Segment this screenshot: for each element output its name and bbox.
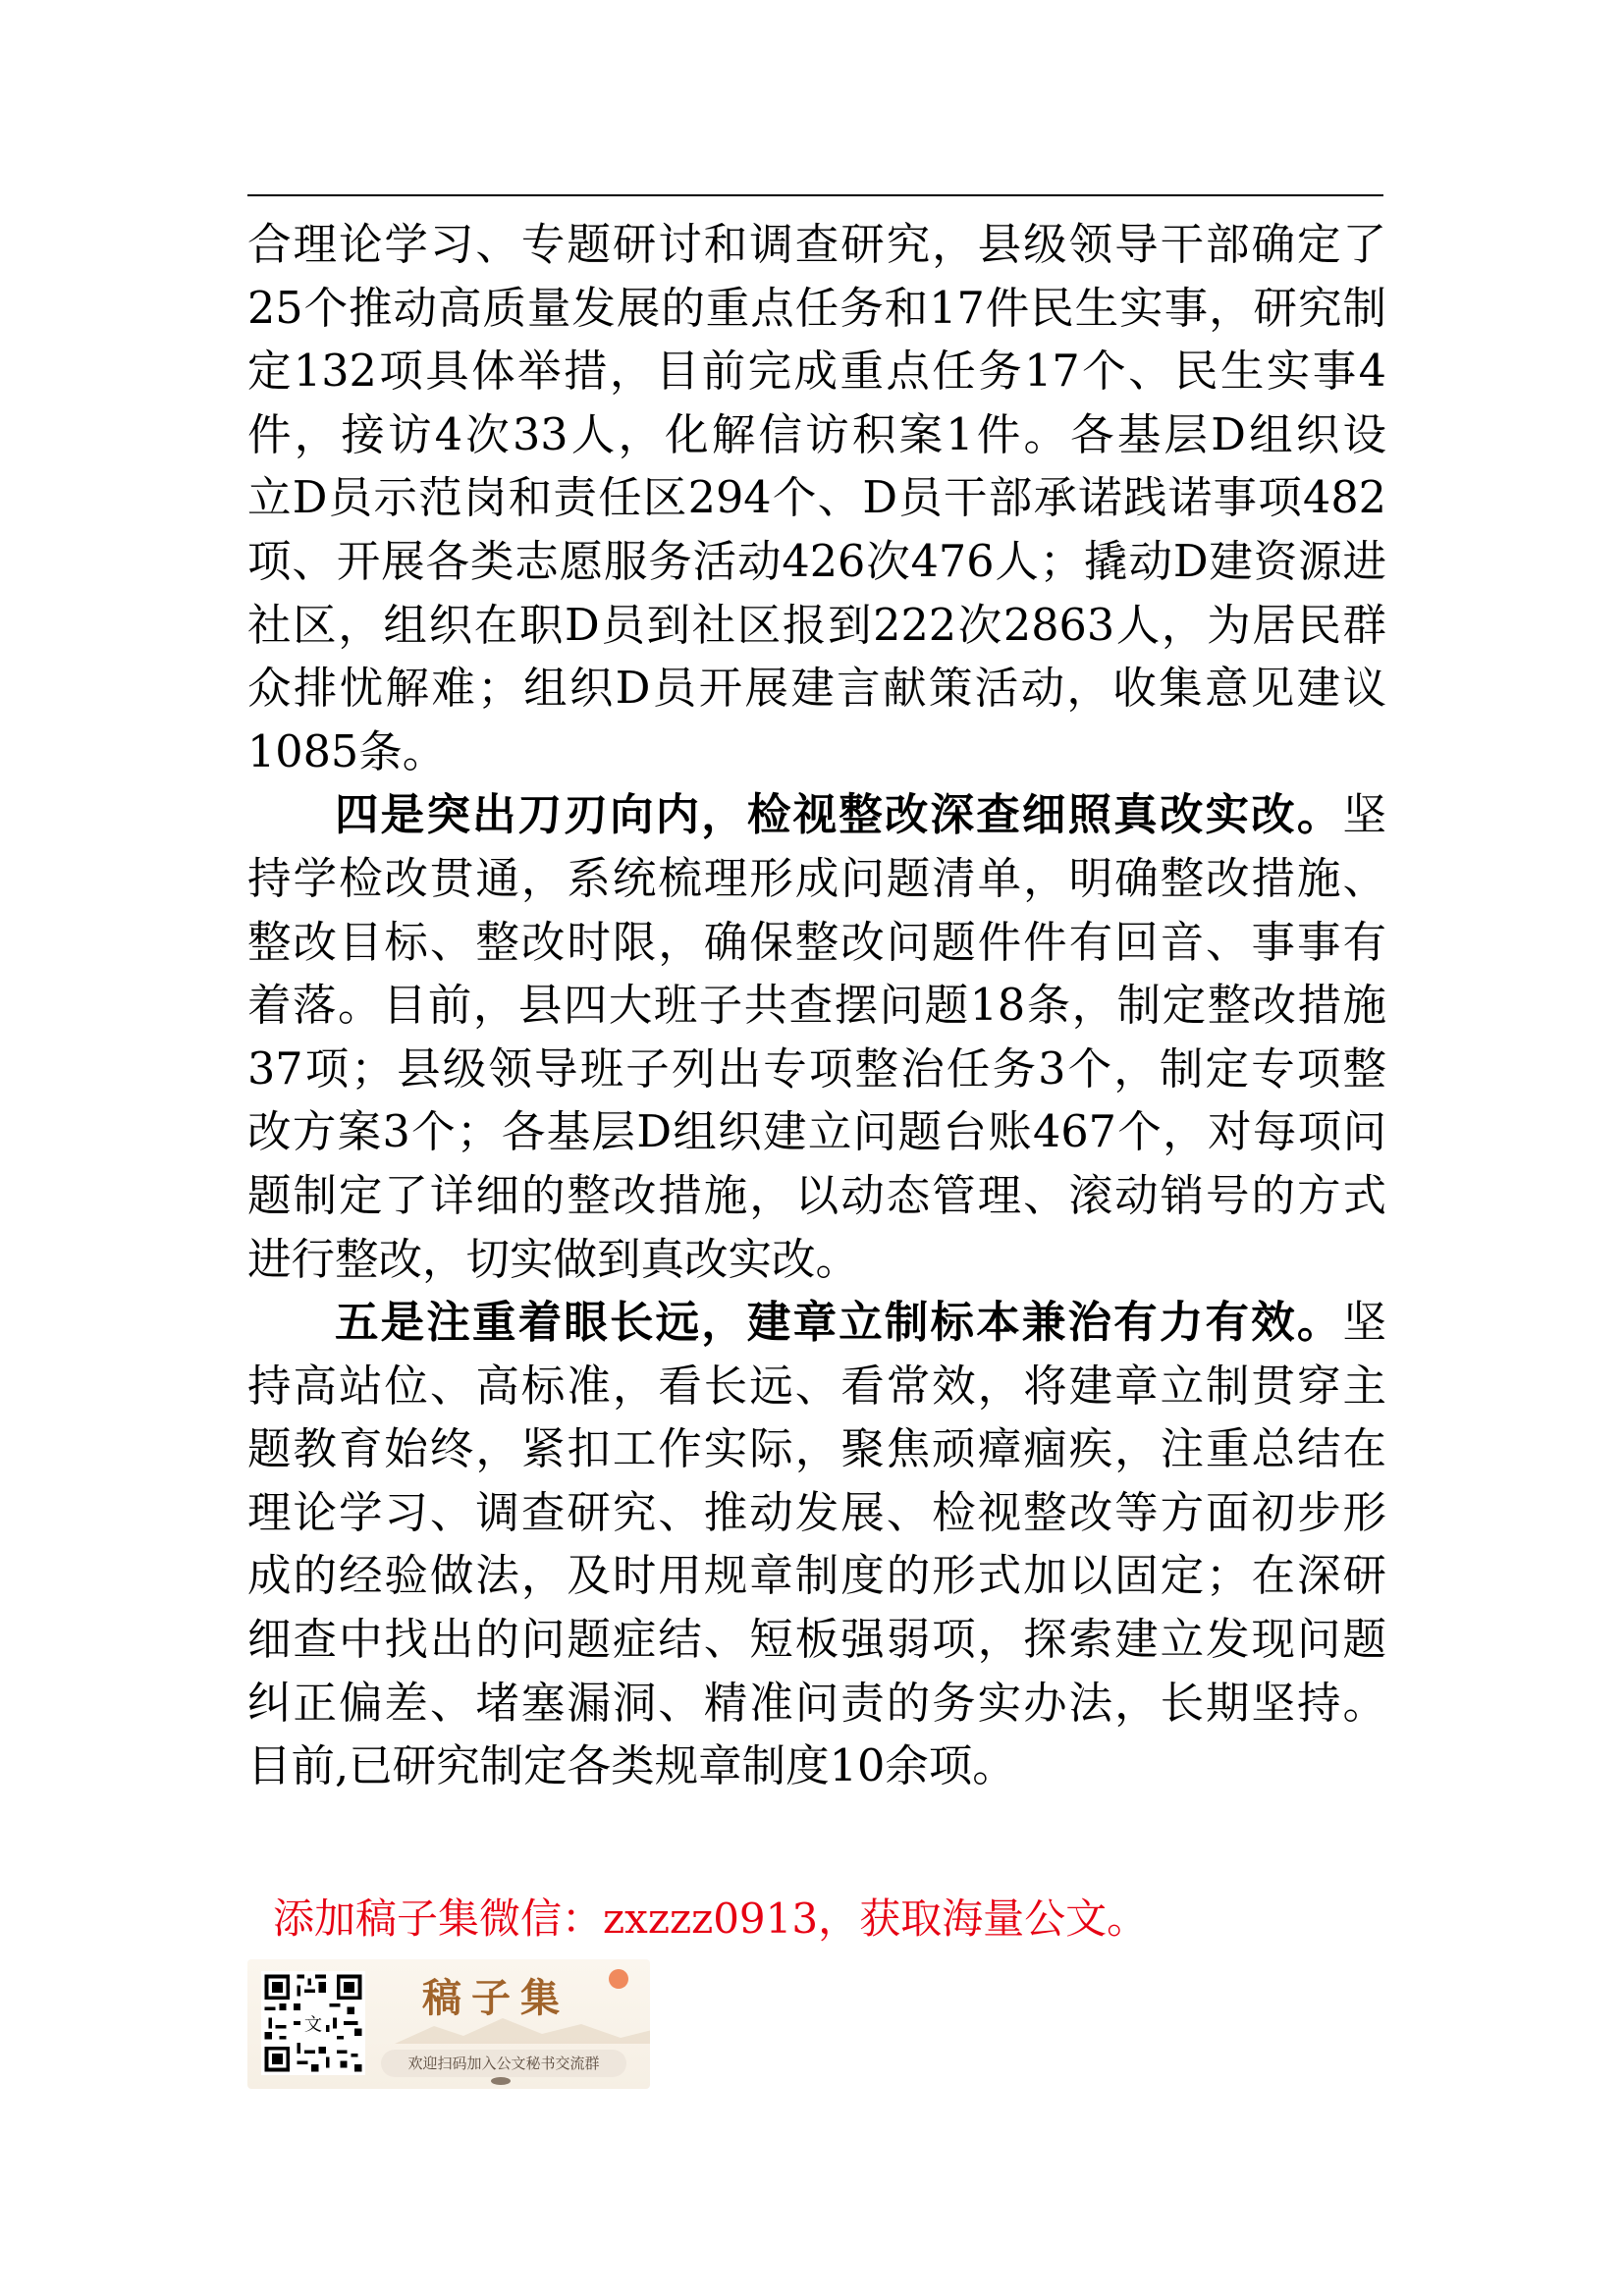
text-line: 理论学习、调查研究、推动发展、检视整改等方面初步形 — [247, 1487, 1386, 1538]
header-rule — [247, 194, 1383, 196]
text-line: 社区，组织在职D员到社区报到222次2863人，为居民群 — [247, 600, 1386, 651]
qr-center-char: 文 — [303, 2014, 323, 2036]
text-line: 立D员示范岗和责任区294个、D员干部承诺践诺事项482 — [247, 473, 1386, 524]
text-line: 件，接访4次33人，化解信访积案1件。各基层D组织设 — [247, 409, 1386, 460]
paragraph-4-first-tail: 坚 — [1342, 790, 1386, 841]
paragraph-4-first-line — [247, 784, 1386, 848]
text-line: 成的经验做法，及时用规章制度的形式加以固定；在深研 — [247, 1551, 1386, 1602]
text-line: 细查中找出的问题症结、短板强弱项，探索建立发现问题 — [247, 1615, 1386, 1666]
promo-text: 添加稿子集微信：zxzzz0913，获取海量公文。 — [273, 1895, 1149, 1943]
text-line: 着落。目前，县四大班子共查摆问题18条，制定整改措施 — [247, 981, 1386, 1032]
sun-icon — [609, 1969, 628, 1989]
paragraph-5-first-tail: 坚 — [1342, 1298, 1386, 1349]
brand-logo: 稿子集 — [422, 1975, 569, 2021]
boat-icon — [491, 2077, 511, 2085]
text-line: 整改目标、整改时限，确保整改问题件件有回音、事事有 — [247, 917, 1386, 968]
text-line: 题教育始终，紧扣工作实际，聚焦顽瘴痼疾，注重总结在 — [247, 1424, 1386, 1475]
text-line: 25个推动高质量发展的重点任务和17件民生实事，研究制 — [247, 283, 1386, 334]
paragraph-5-first-line — [247, 1292, 1386, 1356]
text-line: 目前,已研究制定各类规章制度10余项。 — [247, 1741, 1016, 1792]
text-line: 定132项具体举措，目前完成重点任务17个、民生实事4 — [247, 347, 1386, 398]
text-line: 进行整改，切实做到真改实改。 — [247, 1234, 860, 1285]
text-line: 合理论学习、专题研讨和调查研究，县级领导干部确定了 — [247, 220, 1386, 270]
paragraph-4-heading: 四是突出刀刃向内，检视整改深查细照真改实改。 — [335, 790, 1343, 841]
text-line: 1085条。 — [247, 726, 447, 777]
text-line: 37项；县级领导班子列出专项整治任务3个，制定专项整 — [247, 1043, 1386, 1095]
banner-tagline: 欢迎扫码加入公文秘书交流群 — [381, 2050, 626, 2077]
mountain-icon — [395, 2014, 650, 2044]
text-line: 题制定了详细的整改措施，以动态管理、滚动销号的方式 — [247, 1170, 1386, 1221]
text-line: 纠正偏差、堵塞漏洞、精准问责的务实办法，长期坚持。 — [247, 1678, 1386, 1729]
text-line: 众排忧解难；组织D员开展建言献策活动，收集意见建议 — [247, 664, 1386, 715]
promo-banner — [247, 1959, 650, 2089]
text-line: 持高站位、高标准，看长远、看常效，将建章立制贯穿主 — [247, 1361, 1386, 1412]
text-line: 改方案3个；各基层D组织建立问题台账467个，对每项问 — [247, 1107, 1386, 1158]
text-line: 持学检改贯通，系统梳理形成问题清单，明确整改措施、 — [247, 853, 1386, 904]
qr-code-icon — [261, 1971, 365, 2075]
paragraph-5-heading: 五是注重着眼长远，建章立制标本兼治有力有效。 — [335, 1298, 1343, 1349]
text-line: 项、开展各类志愿服务活动426次476人；撬动D建资源进 — [247, 536, 1386, 587]
body-text — [247, 214, 1386, 1799]
